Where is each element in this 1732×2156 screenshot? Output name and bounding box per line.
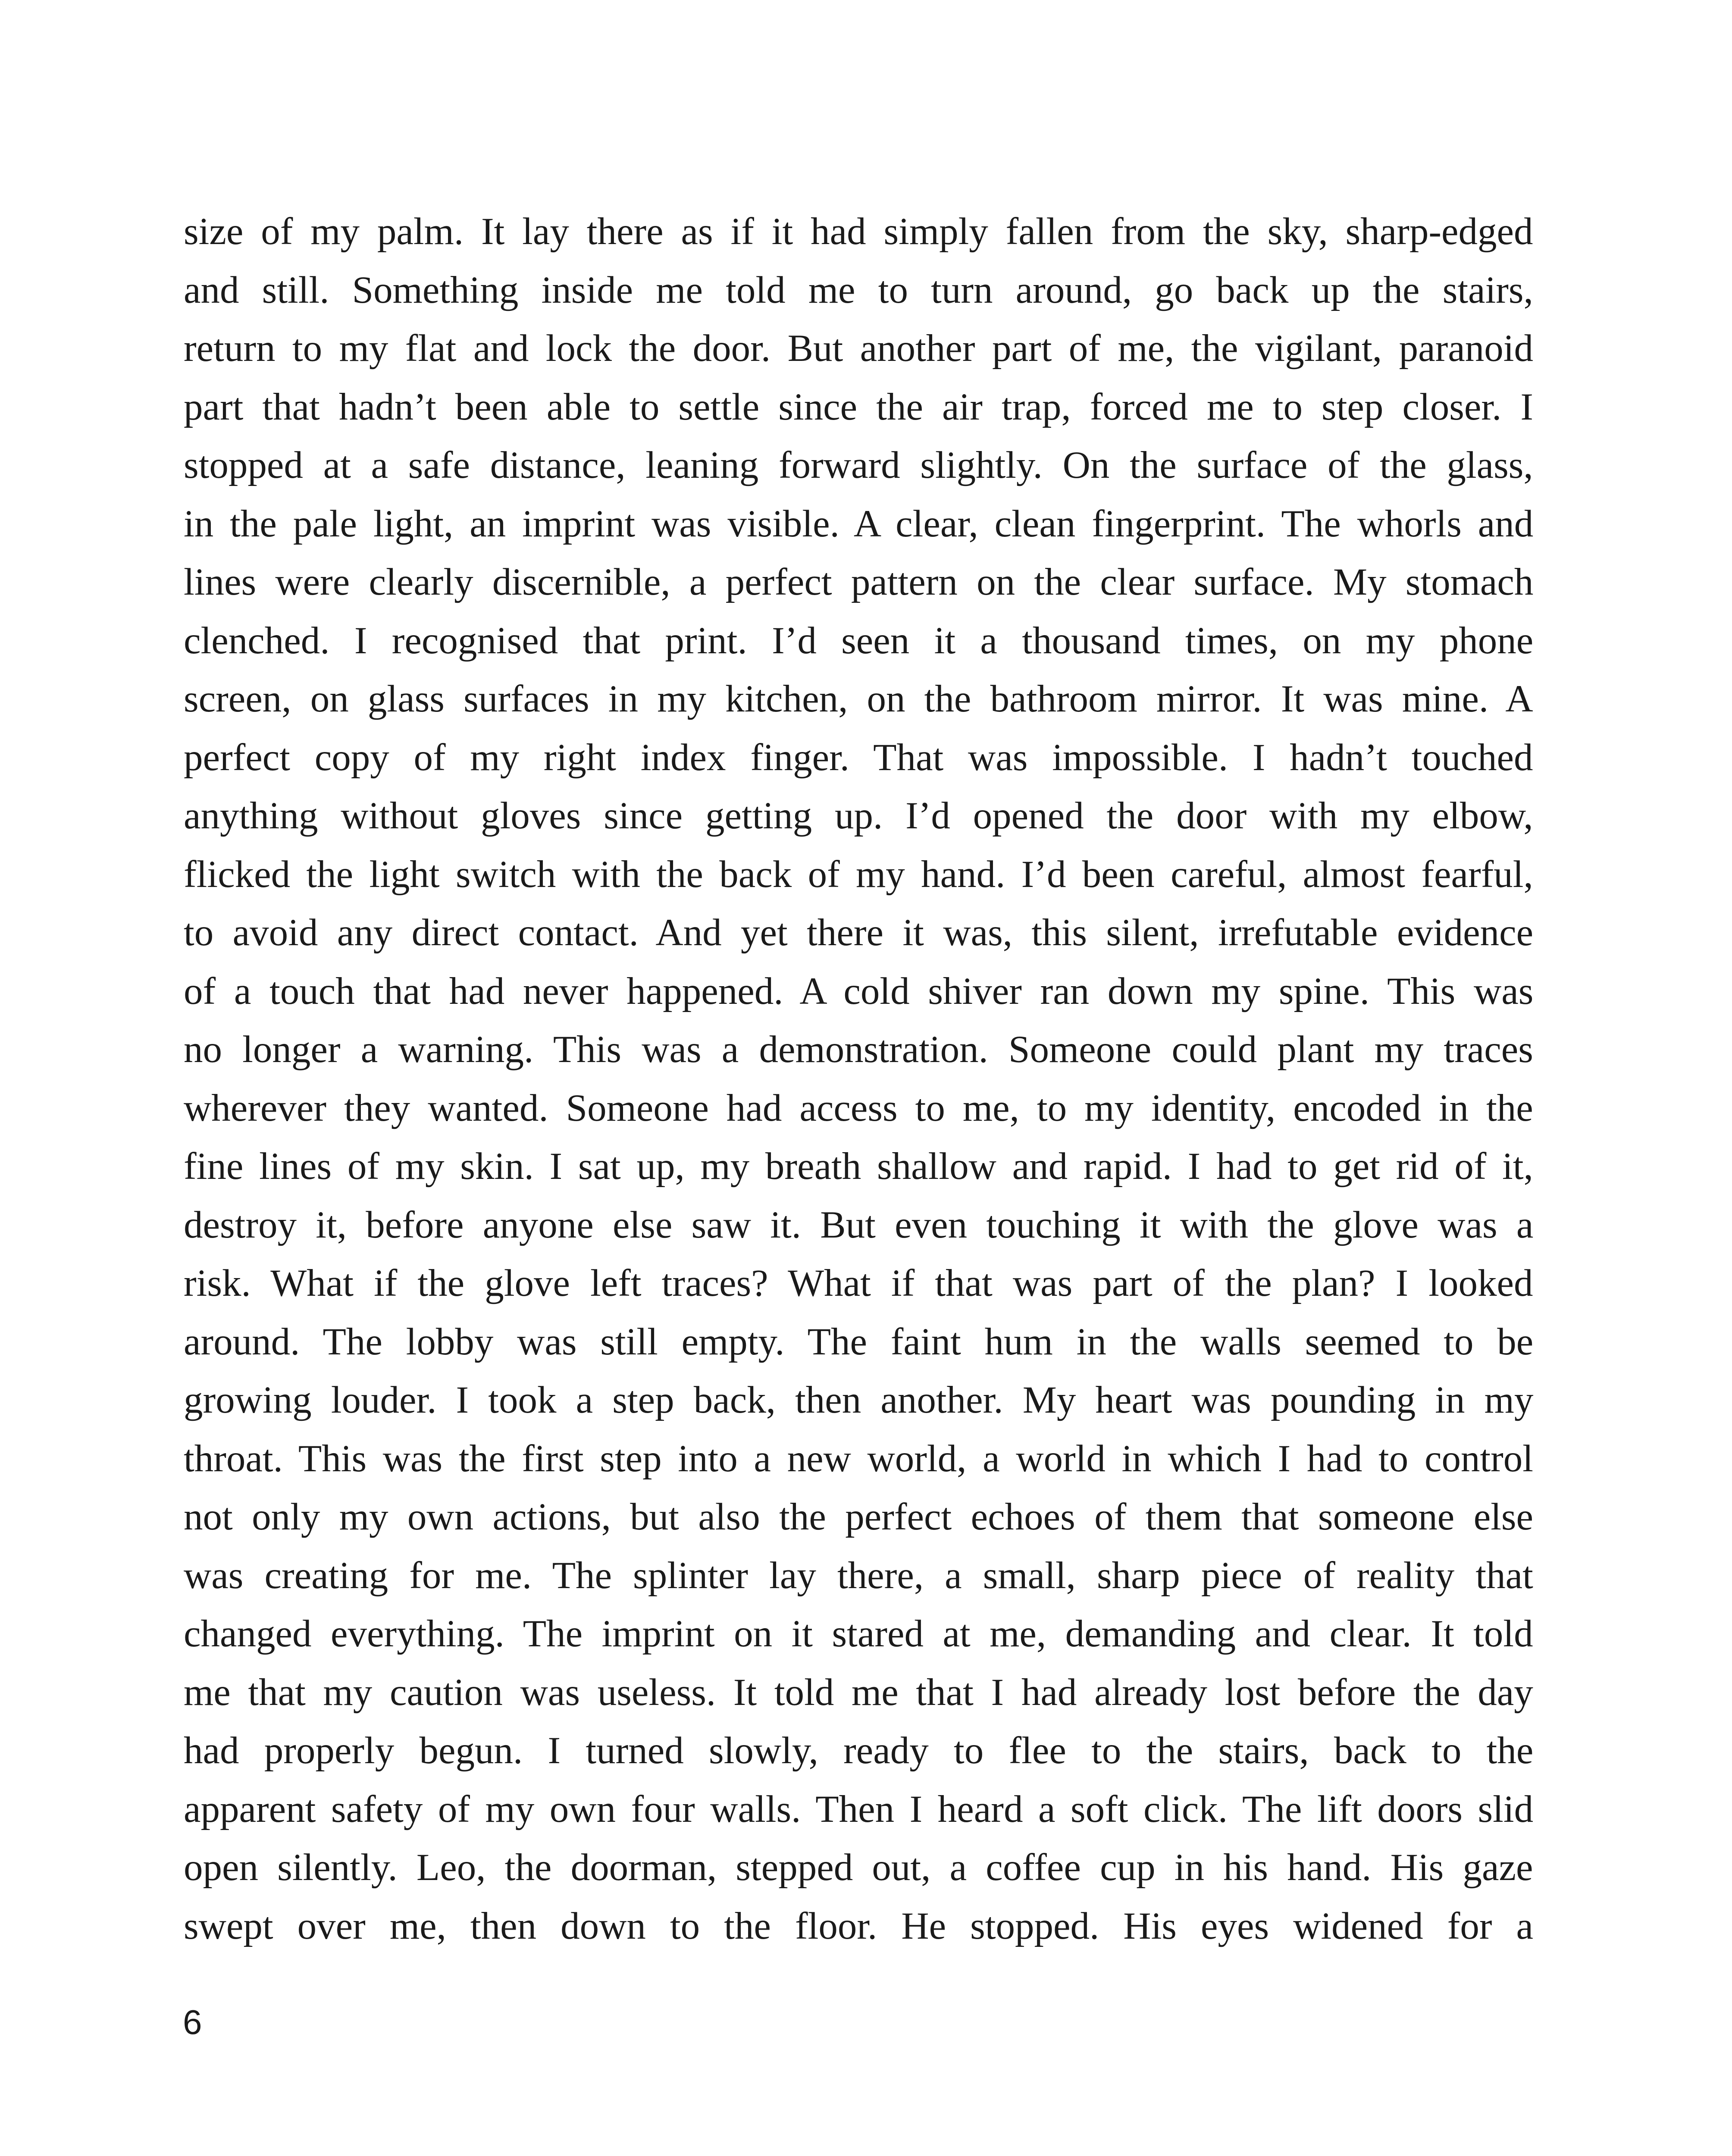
text-line-20: around. The lobby was still empty. The faint hum in the walls seemed to be xyxy=(184,1320,1534,1363)
page-number: 6 xyxy=(183,2003,202,2041)
text-line-23: not only my own actions, but also the perfect echoes of them that someone else xyxy=(184,1496,1534,1538)
text-line-28: apparent safety of my own four walls. Then I heard a soft click. The lift doors slid xyxy=(184,1788,1534,1830)
text-line-25: changed everything. The imprint on it stared at me, demanding and clear. It told xyxy=(184,1613,1533,1655)
text-line-30: swept over me, then down to the floor. He stopped. His eyes widened for a xyxy=(184,1905,1534,1947)
text-line-9: screen, on glass surfaces in my kitchen, on the bathroom mirror. It was mine. A xyxy=(184,678,1533,720)
text-line-19: risk. What if the glove left traces? What if that was part of the plan? I looked xyxy=(184,1262,1533,1304)
text-line-13: to avoid any direct contact. And yet there it was, this silent, irrefutable evidence xyxy=(184,912,1534,954)
text-line-4: part that hadn’t been able to settle since the air trap, forced me to step closer. I xyxy=(184,385,1534,428)
text-line-3: return to my flat and lock the door. But another part of me, the vigilant, paranoid xyxy=(184,327,1533,370)
text-line-22: throat. This was the first step into a new world, a world in which I had to control xyxy=(184,1437,1534,1480)
text-line-2: and still. Something inside me told me to turn around, go back up the stairs, xyxy=(184,269,1533,311)
text-line-14: of a touch that had never happened. A cold shiver ran down my spine. This was xyxy=(184,970,1534,1012)
text-line-18: destroy it, before anyone else saw it. But even touching it with the glove was a xyxy=(184,1203,1534,1246)
text-line-16: wherever they wanted. Someone had access to me, to my identity, encoded in the xyxy=(184,1087,1533,1129)
text-line-6: in the pale light, an imprint was visible. A clear, clean fingerprint. The whorls and xyxy=(184,502,1534,545)
text-line-1: size of my palm. It lay there as if it had simply fallen from the sky, sharp-edged xyxy=(184,210,1533,253)
text-line-26: me that my caution was useless. It told me that I had already lost before the day xyxy=(184,1671,1533,1714)
text-line-12: flicked the light switch with the back of my hand. I’d been careful, almost fearful, xyxy=(184,853,1533,896)
text-line-17: fine lines of my skin. I sat up, my breath shallow and rapid. I had to get rid of it, xyxy=(184,1145,1533,1188)
text-line-5: stopped at a safe distance, leaning forward slightly. On the surface of the glass, xyxy=(184,444,1533,486)
text-line-7: lines were clearly discernible, a perfect pattern on the clear surface. My stomach xyxy=(184,561,1534,603)
text-line-10: perfect copy of my right index finger. That was impossible. I hadn’t touched xyxy=(184,736,1533,779)
body-text xyxy=(184,203,1533,1955)
text-line-27: had properly begun. I turned slowly, ready to flee to the stairs, back to the xyxy=(184,1730,1534,1772)
text-line-21: growing louder. I took a step back, then another. My heart was pounding in my xyxy=(184,1379,1534,1421)
text-line-29: open silently. Leo, the doorman, stepped out, a coffee cup in his hand. His gaze xyxy=(184,1846,1533,1889)
text-line-24: was creating for me. The splinter lay there, a small, sharp piece of reality that xyxy=(184,1554,1533,1597)
text-line-8: clenched. I recognised that print. I’d seen it a thousand times, on my phone xyxy=(184,619,1534,662)
text-line-15: no longer a warning. This was a demonstration. Someone could plant my traces xyxy=(184,1028,1533,1071)
text-line-11: anything without gloves since getting up. I’d opened the door with my elbow, xyxy=(184,795,1533,837)
